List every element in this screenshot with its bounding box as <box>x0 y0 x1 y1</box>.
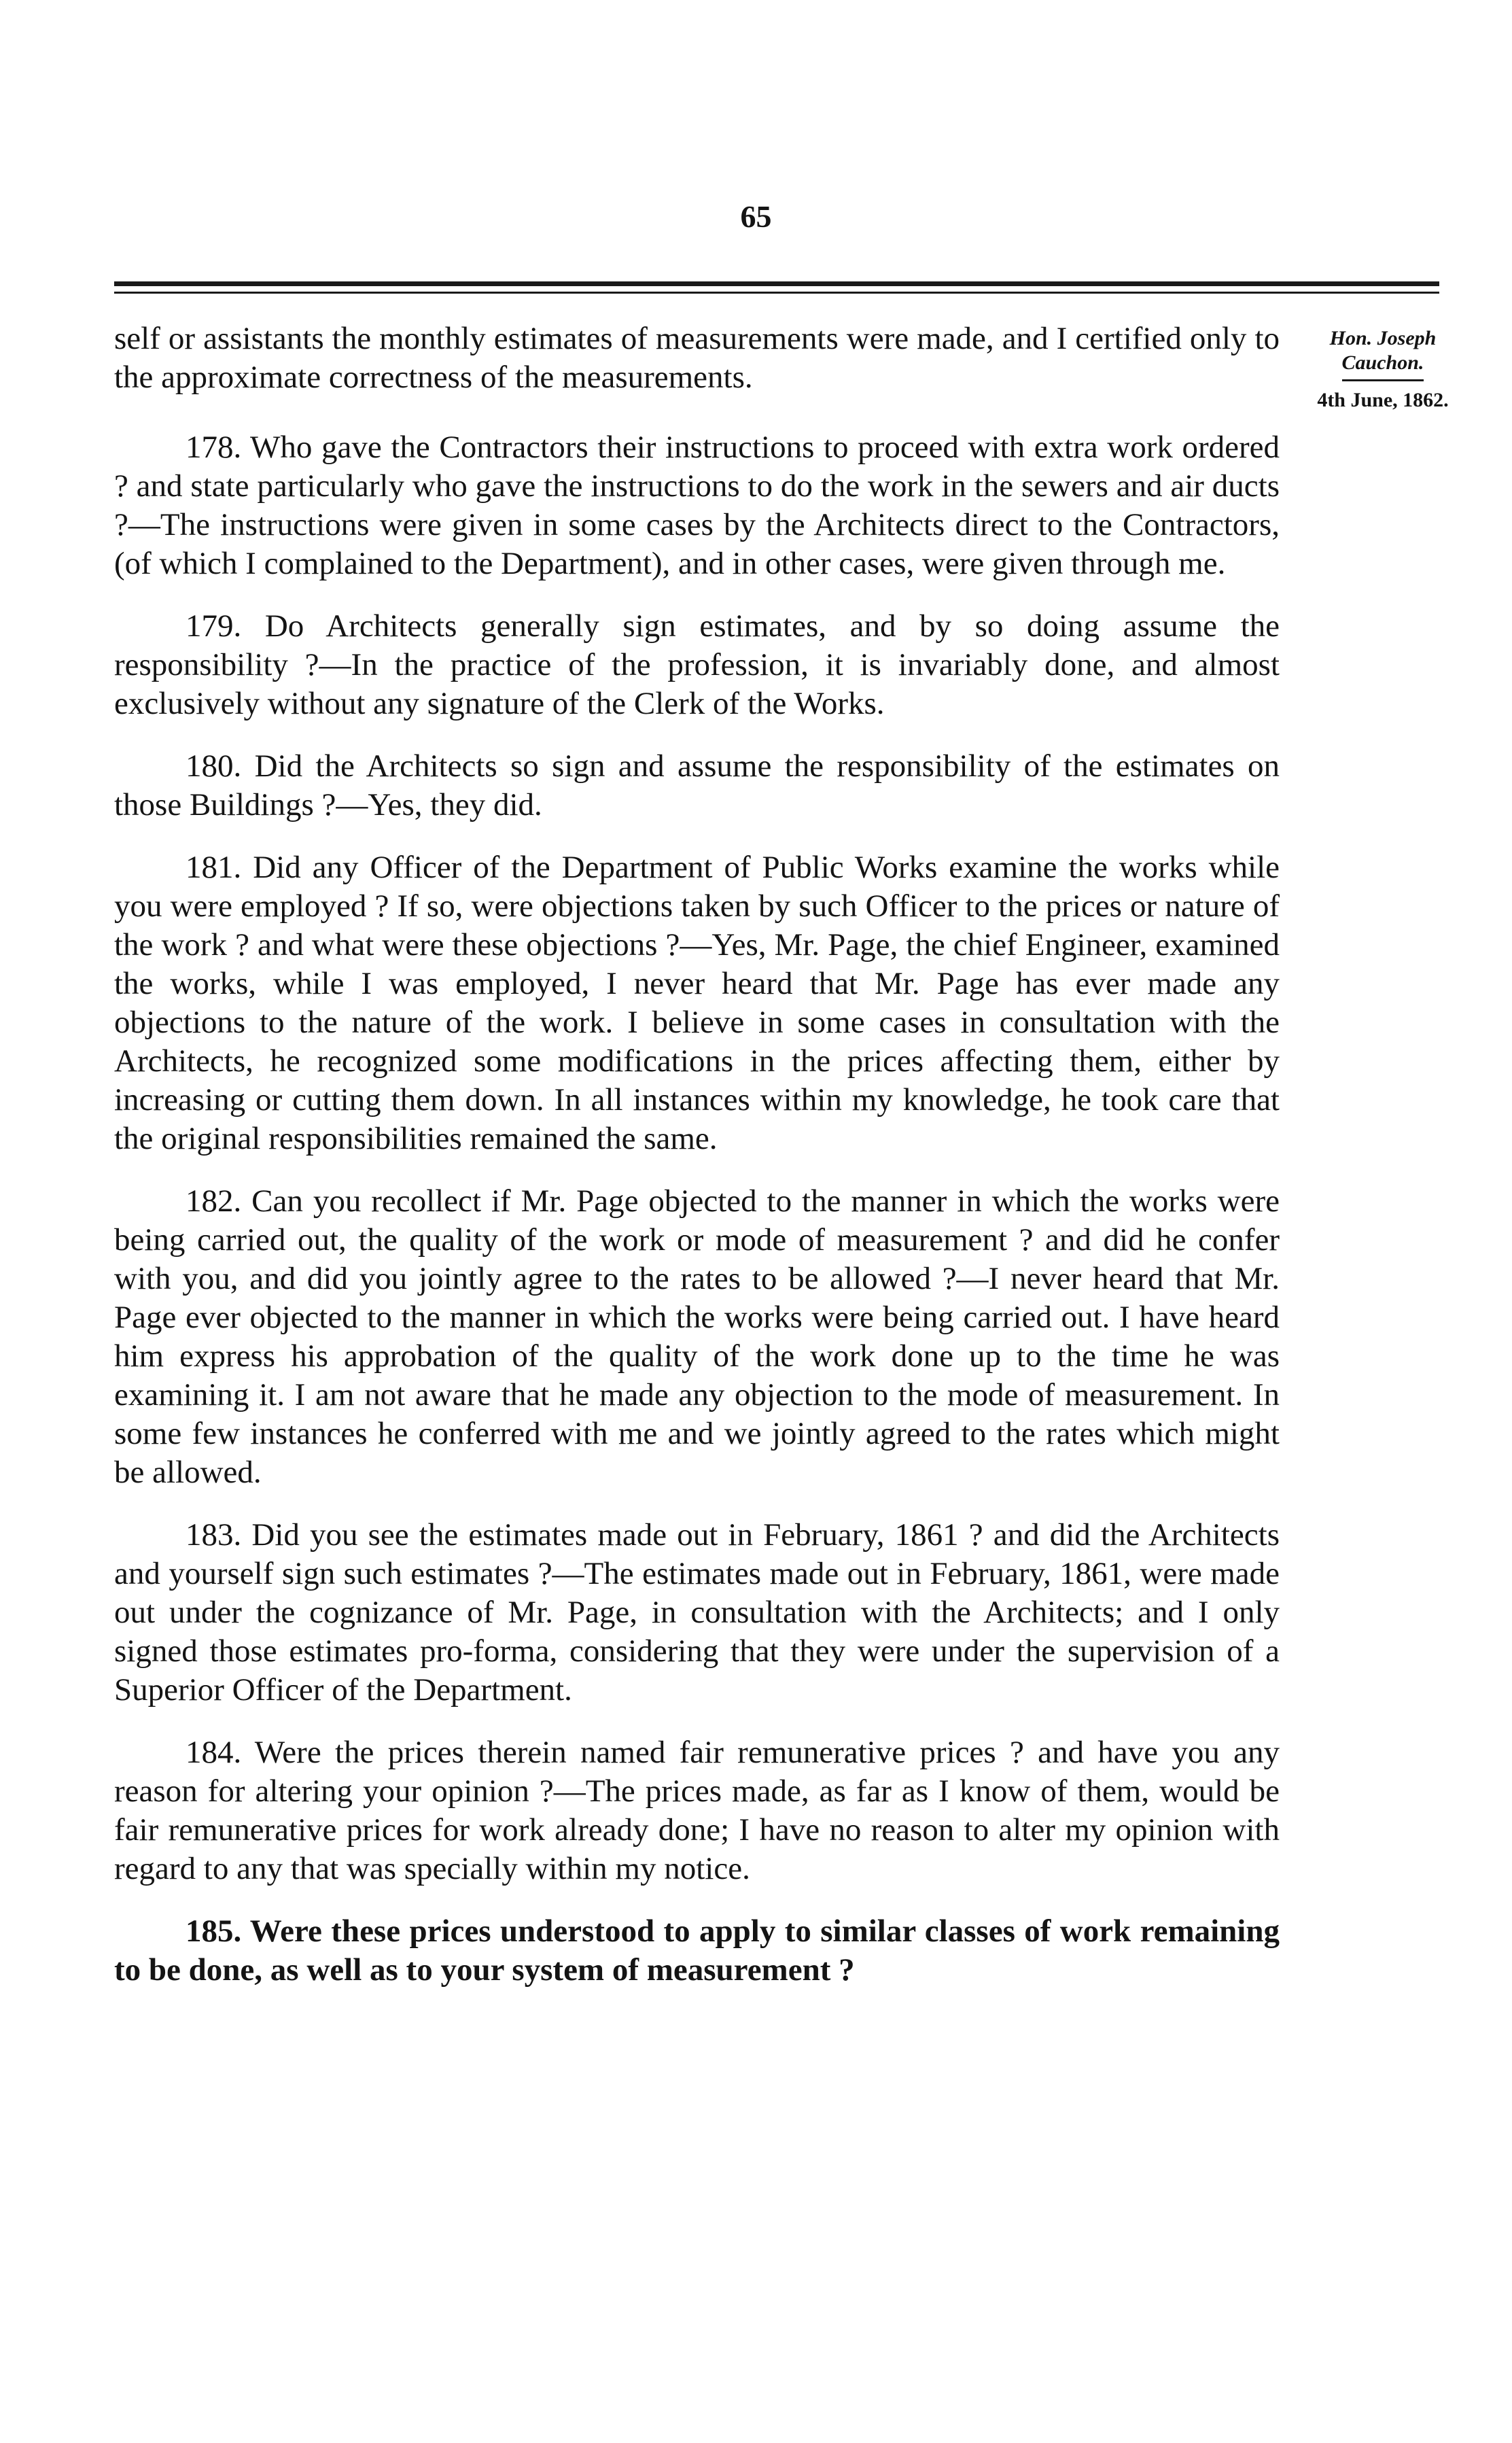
question-184: 184. Were the prices therein named fair remunerative prices ? and have you any reason for altering your opinion ?—The prices made, as far as I know of them, would be fair remunerative prices for work already done; I have no reason to alter my opinion with regard to any that was specially within my notice. <box>114 1735 1280 1886</box>
witness-surname: Cauchon. <box>1341 351 1424 374</box>
question-178: 178. Who gave the Contractors their instructions to proceed with extra work ordered ? and state particularly who gave the instructions to do the work in the sewers and air ducts ?—The instructions were given in some cases by the Architects direct to the Contractors, (of which I complained to the Department), and in other cases, were given through me. <box>114 430 1280 581</box>
question-185: 185. Were these prices understood to apply to similar classes of work remaining to be done, as well as to your system of measurement ? <box>114 1913 1280 1988</box>
margin-note-separator <box>1342 379 1424 381</box>
margin-note <box>1281 326 1485 413</box>
question-182: 182. Can you recollect if Mr. Page objected to the manner in which the works were being carried out, the quality of the work or mode of measurement ? and did he confer with you, and did you jointly agree to the rates to be allowed ?—I never heard that Mr. Page ever objected to the manner in which the works were being carried out. I have heard him express his approbation of the quality of the work done up to the time he was examining it. I am not aware that he made any objection to the mode of measurement. In some few instances he conferred with me and we jointly agreed to the rates which might be allowed. <box>114 1183 1280 1490</box>
header-rule-thick <box>114 281 1439 286</box>
question-179: 179. Do Architects generally sign estimates, and by so doing assume the responsibility ?—In the practice of the profession, it is invariably done, and almost exclusively without any signature of the Clerk of the Works. <box>114 608 1280 721</box>
page-number: 65 <box>740 199 772 234</box>
question-183: 183. Did you see the estimates made out in February, 1861 ? and did the Architects and yourself sign such estimates ?—The estimates made out in February, 1861, were made out under the cognizance of Mr. Page, in consultation with the Architects; and I only signed those estimates pro-forma, considering that they were under the supervision of a Superior Officer of the Department. <box>114 1517 1280 1708</box>
question-180: 180. Did the Architects so sign and assume the responsibility of the estimates on those Buildings ?—Yes, they did. <box>114 748 1280 822</box>
question-181: 181. Did any Officer of the Department of Public Works examine the works while you were employed ? If so, were objections taken by such Officer to the prices or nature of the work ? and what were these objections ?—Yes, Mr. Page, the chief Engineer, examined the works, while I was employed, I never heard that Mr. Page has ever made any objections to the nature of the work. I believe in some cases in consultation with the Architects, he recognized some modifications in the prices affecting them, either by increasing or cutting them down. In all instances within my knowledge, he took care that the original responsibilities remained the same. <box>114 850 1280 1156</box>
witness-name: Hon. Joseph <box>1329 327 1437 349</box>
header-rule-thin <box>114 292 1439 294</box>
continuation-paragraph: self or assistants the monthly estimates of measurements were made, and I certified only to the approximate correctness of the measurements. <box>114 321 1280 395</box>
body-text <box>114 319 1280 2013</box>
testimony-date: 4th June, 1862. <box>1317 389 1449 411</box>
